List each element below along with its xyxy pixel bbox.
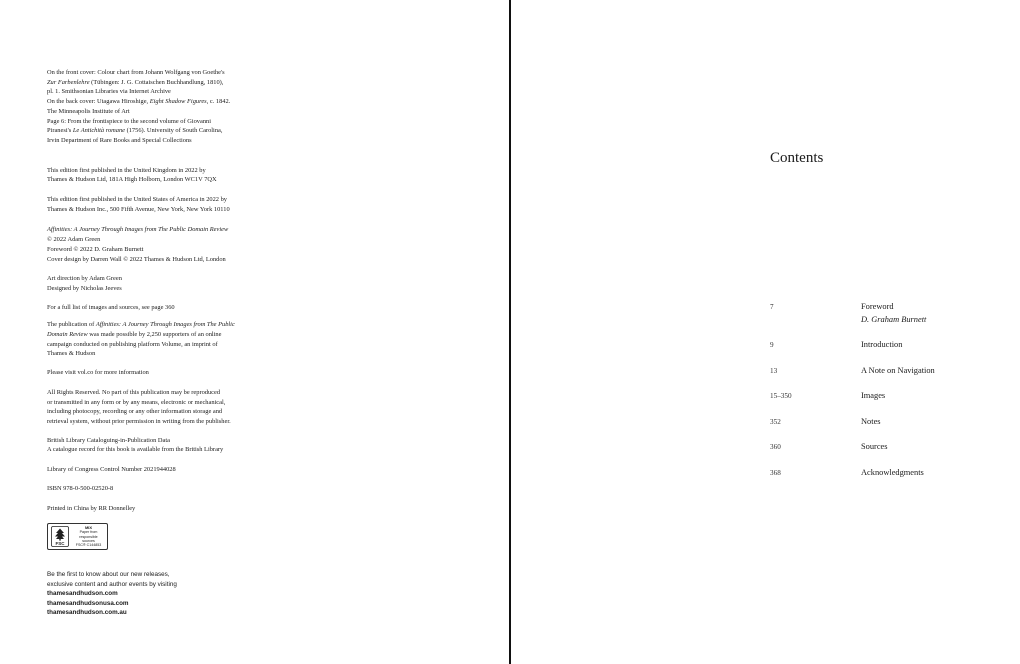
toc-entry-author: D. Graham Burnett bbox=[861, 314, 927, 324]
contents-page bbox=[511, 0, 1020, 664]
credit-line: On the back cover: Utagawa Hiroshige, Eight Shadow Figures, c. 1842. bbox=[47, 98, 231, 106]
fsc-badge bbox=[47, 523, 108, 550]
toc-entry-title: Sources bbox=[861, 442, 888, 451]
design-credits: Art direction by Adam Green Designed by Nicholas Jeeves bbox=[47, 275, 122, 292]
fsc-label: MIX Paper from responsible sources FSC® C144853 bbox=[75, 524, 102, 548]
credit-line: On the front cover: Colour chart from Johann Wolfgang von Goethe's bbox=[47, 69, 225, 76]
cover-credits bbox=[47, 68, 277, 146]
sources-note: For a full list of images and sources, see page 360 bbox=[47, 303, 175, 311]
rights-notice: All Rights Reserved. No part of this publication may be reproduced or transmitted in any form or by any means, electronic or mechanical, including photocopy, recording or any other information storage and retrieval system, without prior permission in writing from the publisher. bbox=[47, 388, 231, 425]
promo-block: Be the first to know about our new releases, exclusive content and author events by visiting thamesandhudson.com thamesandhudsonusa.com thamesandhudson.com.au bbox=[47, 570, 277, 618]
fsc-tree-icon bbox=[51, 526, 69, 547]
toc-entry-title: Foreword bbox=[861, 302, 894, 311]
credit-line: Piranesi's Le Antichità romane (1756). University of South Carolina, bbox=[47, 127, 223, 135]
toc-page-number: 352 bbox=[770, 418, 781, 426]
uk-edition-note: This edition first published in the United Kingdom in 2022 by Thames & Hudson Ltd, 181A High Holborn, London WC1V 7QX bbox=[47, 166, 217, 184]
toc-page-number: 15–350 bbox=[770, 392, 792, 400]
credit-line: Irvin Department of Rare Books and Special Collections bbox=[47, 136, 192, 144]
toc-entry-title: Introduction bbox=[861, 340, 903, 349]
toc-page-number: 368 bbox=[770, 469, 781, 477]
website-link[interactable]: thamesandhudson.com.au bbox=[47, 609, 127, 617]
loc-number: Library of Congress Control Number 2021944028 bbox=[47, 466, 176, 474]
isbn: ISBN 978-0-500-02520-8 bbox=[47, 484, 114, 492]
copyright-notice: Affinities: A Journey Through Images from The Public Domain Review © 2022 Adam Green Foreword © 2022 D. Graham Burnett Cover design by Darren Wall © 2022 Thames & Hudson Ltd, London bbox=[47, 226, 229, 263]
credit-line: Page 6: From the frontispiece to the second volume of Giovanni bbox=[47, 117, 211, 125]
copyright-page bbox=[0, 0, 509, 664]
toc-entry-title: Images bbox=[861, 391, 886, 400]
visit-note: Please visit vol.co for more information bbox=[47, 369, 149, 377]
toc-entry-title: Notes bbox=[861, 417, 881, 426]
cip-data: British Library Cataloguing-in-Publication Data A catalogue record for this book is available from the British Library bbox=[47, 436, 224, 454]
toc-page-number: 7 bbox=[770, 303, 774, 311]
us-edition-note: This edition first published in the United States of America in 2022 by Thames & Hudson Inc., 500 Fifth Avenue, New York, New York 10110 bbox=[47, 196, 230, 213]
credit-line: Zur Farbenlehre (Tübingen: J. G. Cottaischen Buchhandlung, 1810), bbox=[47, 78, 224, 86]
contents-heading: Contents bbox=[770, 150, 824, 166]
credit-line: The Minneapolis Institute of Art bbox=[47, 107, 130, 115]
website-link[interactable]: thamesandhudsonusa.com bbox=[47, 599, 129, 607]
publication-note: The publication of Affinities: A Journey Through Images from The Public Domain Review was made possible by 2,250 supporters of an online campaign conducted on publishing platform Volume, an imprint of Thames & Hudson bbox=[47, 321, 235, 358]
toc-entry-title: A Note on Navigation bbox=[861, 366, 935, 375]
toc-entry-title: Acknowledgments bbox=[861, 468, 924, 477]
toc-page-number: 9 bbox=[770, 341, 774, 349]
toc-page-number: 13 bbox=[770, 367, 778, 375]
website-link[interactable]: thamesandhudson.com bbox=[47, 590, 118, 598]
printed-in: Printed in China by RR Donnelley bbox=[47, 504, 136, 512]
toc-page-number: 360 bbox=[770, 443, 781, 451]
svg-text:FSC: FSC bbox=[55, 541, 65, 547]
credit-line: pl. 1. Smithsonian Libraries via Internet Archive bbox=[47, 88, 171, 96]
colophon bbox=[47, 68, 277, 618]
